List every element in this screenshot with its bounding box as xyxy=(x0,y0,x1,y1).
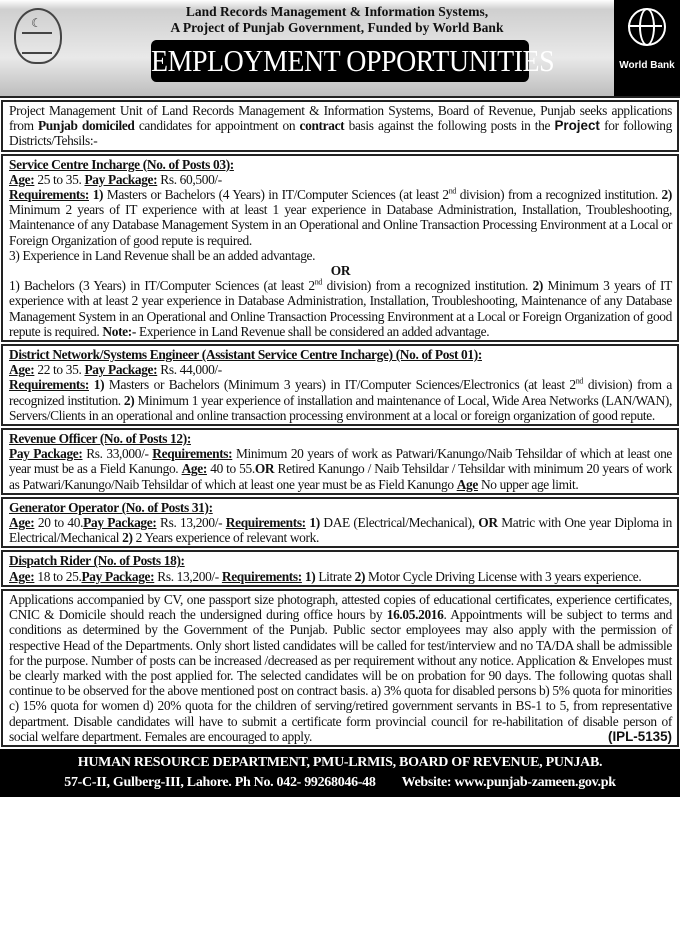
header-line-2: A Project of Punjab Government, Funded by World Bank xyxy=(170,20,504,35)
text-segment: Masters or Bachelors (Minimum 3 years) in IT/Computer Sciences/Electronics (at least 2 xyxy=(104,377,576,393)
text-segment: Experience in Land Revenue shall be considered an added advantage. xyxy=(136,323,490,339)
text-segment: Matric with One year Diploma in Electrical/Mechanical xyxy=(9,515,673,546)
post-title xyxy=(9,431,672,446)
intro-text xyxy=(9,103,672,149)
post-paragraph xyxy=(9,377,672,423)
post-paragraph xyxy=(9,172,672,187)
text-segment: 20 to 40. xyxy=(34,515,84,531)
post-title xyxy=(9,157,672,172)
field-label: Pay Package: xyxy=(81,568,155,584)
applications-section xyxy=(1,589,679,747)
footer xyxy=(0,749,680,797)
text-segment: nd xyxy=(448,186,457,196)
page-title: EMPLOYMENT OPPORTUNITIES xyxy=(151,40,529,82)
bold-text: OR xyxy=(478,515,498,531)
text-segment: Rs. 13,200/- xyxy=(156,515,226,531)
post-paragraph xyxy=(9,515,672,545)
text-segment: division) from a recognized institution. xyxy=(456,187,662,203)
post-paragraph xyxy=(9,278,672,339)
text-segment: basis against the following posts in the xyxy=(344,118,555,134)
text-segment: candidates for appointment on xyxy=(134,118,300,134)
footer-department: HUMAN RESOURCE DEPARTMENT, PMU-LRMIS, BOARD OF REVENUE, PUNJAB. xyxy=(77,754,603,770)
post-paragraph xyxy=(9,446,672,492)
bold-text: Note:- xyxy=(102,323,136,339)
text-segment: Minimum 20 years of work as Patwari/Kanungo/Naib Tehsildar of which at least one year must be as a Field Kanungo. xyxy=(9,446,673,477)
field-label: Revenue Officer (No. of Posts 12): xyxy=(9,431,191,447)
header-subtitle xyxy=(70,4,604,36)
text-segment: Litrate xyxy=(315,568,355,584)
field-label: Requirements: xyxy=(221,568,302,584)
text-segment: Motor Cycle Driving License with 3 years experience. xyxy=(365,568,642,584)
field-label: Dispatch Rider (No. of Posts 18): xyxy=(9,553,185,569)
applications-text xyxy=(9,592,672,744)
text-segment: 22 to 35. xyxy=(34,362,85,378)
footer-address: 57-C-II, Gulberg-III, Lahore. Ph No. 042- 99268046-48 xyxy=(64,774,376,790)
header-line-1: Land Records Management & Information Systems, xyxy=(185,4,489,19)
post-service-centre-incharge xyxy=(1,154,679,342)
bold-text: Punjab domiciled xyxy=(37,118,135,134)
text-segment: 3) Experience in Land Revenue shall be an added advantage. xyxy=(9,247,316,263)
text-segment: Rs. 33,000/- xyxy=(82,446,153,462)
field-label: Pay Package: xyxy=(84,362,158,378)
field-label: Age: xyxy=(9,171,35,187)
text-segment: No upper age limit. xyxy=(477,476,579,492)
post-paragraph xyxy=(9,569,672,584)
text-segment: nd xyxy=(575,376,584,386)
post-district-network-systems-engineer xyxy=(1,344,679,426)
field-label: Pay Package: xyxy=(83,515,157,531)
text-segment: Project xyxy=(554,118,600,134)
text-segment: Project Management Unit of Land Records Management & Information Systems, Board of Revenue, Punjab seeks applications from xyxy=(9,103,672,134)
text-segment: Rs. 44,000/- xyxy=(157,362,222,378)
field-label: Requirements: xyxy=(152,446,233,462)
field-label: Age: xyxy=(9,515,35,531)
field-label: Service Centre Incharge (No. of Posts 03): xyxy=(9,156,234,172)
field-label: Age: xyxy=(9,568,35,584)
field-label: Age: xyxy=(9,362,35,378)
text-segment: division) from a recognized institution. xyxy=(322,278,533,294)
bold-text: 16.05.2016 xyxy=(386,607,444,623)
bold-text: 1) xyxy=(92,187,104,203)
world-bank-logo xyxy=(614,0,680,96)
post-title xyxy=(9,500,672,515)
text-segment: OR xyxy=(330,263,351,279)
post-paragraph xyxy=(9,362,672,377)
intro-section xyxy=(1,100,679,152)
bold-text: contract xyxy=(299,118,345,134)
field-label: Requirements: xyxy=(225,515,306,531)
text-segment: 2 Years experience of relevant work. xyxy=(132,530,319,546)
text-segment: . Appointments will be subject to terms and conditions as determined by the Government of the Punjab. Public sector employees may also apply with the permission of respective Head of the Departments. Only short listed candidates will be called for test/interview and no TA/DA shall be admissible for the purpose. Number of posts can be increased /decreased as per requirement without any notice. Application & Envelopes must be clearly marked with the post applied for. The selected candidates will be on probation for 90 days. The following quotas shall continue to be observed for the above mentioned post on contract basis. a) 3% quota for disabled persons b) 5% quota for minorities c) 15% quota for women d) 20% quota for the children of serving/retired government servants in BS-1 to 5, from representative department. Disable candidates will have to submit a certificate form provincial council for re-habilitation of disable person of social welfare department. Females are encouraged to apply. xyxy=(9,607,672,744)
bold-text: 2) xyxy=(354,568,366,584)
field-label: Pay Package: xyxy=(9,446,83,462)
field-label: Generator Operator (No. of Posts 31): xyxy=(9,499,213,515)
post-title xyxy=(9,553,672,568)
bold-text: 1) xyxy=(93,377,105,393)
text-segment: Masters or Bachelors (4 Years) in IT/Computer Sciences (at least 2 xyxy=(103,187,449,203)
post-paragraph xyxy=(9,248,672,263)
text-segment: 40 to 55. xyxy=(206,461,255,477)
footer-website: Website: www.punjab-zameen.gov.pk xyxy=(401,774,616,790)
bold-text: 1) xyxy=(304,568,316,584)
post-paragraph xyxy=(9,187,672,248)
text-segment: for following Districts/Tehsils:- xyxy=(9,118,672,149)
bold-text: 2) xyxy=(122,530,133,546)
post-dispatch-rider xyxy=(1,550,679,586)
bold-text: 1) xyxy=(309,515,320,531)
text-segment: Retired Kanungo / Naib Tehsildar / Tehsildar with minimum 20 years of work as Patwari/Kanungo/Naib Tehsildar of which at least one year must be as Field Kanungo xyxy=(9,461,673,492)
text-segment: division) from a recognized institution. xyxy=(9,377,672,408)
text-segment: 25 to 35. xyxy=(34,171,85,187)
text-segment: Rs. 13,200/- xyxy=(154,568,222,584)
post-paragraph xyxy=(9,263,672,278)
post-revenue-officer xyxy=(1,428,679,495)
world-bank-label: World Bank xyxy=(619,60,675,71)
bold-text: OR xyxy=(254,461,275,477)
bold-text: 2) xyxy=(661,187,672,203)
field-label: District Network/Systems Engineer (Assistant Service Centre Incharge) (No. of Post 01): xyxy=(9,347,482,363)
text-segment: 1) Bachelors (3 Years) in IT/Computer Sciences (at least 2 xyxy=(9,278,315,294)
field-label: Age: xyxy=(181,461,207,477)
field-label: Age xyxy=(456,476,478,492)
text-segment: Rs. 60,500/- xyxy=(157,171,222,187)
field-label: Requirements: xyxy=(9,377,89,393)
punjab-emblem-icon: ☾ xyxy=(14,8,62,64)
text-segment: Minimum 2 years of IT experience with at least 1 year experience in Database Administration, Installation, Troubleshooting, Maintenance of any Database Management System in an Operational and Online Transaction Processing Environment at a Local or Foreign Organization of good repute is required. xyxy=(9,202,672,248)
field-label: Pay Package: xyxy=(84,171,158,187)
post-generator-operator xyxy=(1,497,679,549)
bold-text: 2) xyxy=(123,392,135,408)
globe-icon xyxy=(628,8,666,46)
text-segment: Minimum 1 year experience of installation and maintenance of Local, Wide Area Networks (LAN/WAN), Servers/Clients in an operational and online transaction processing environment at a local or foreign organization of good repute. xyxy=(9,392,672,423)
ad-code: (IPL-5135) xyxy=(608,728,672,744)
text-segment: DAE (Electrical/Mechanical), xyxy=(319,515,479,531)
text-segment: 18 to 25. xyxy=(34,568,82,584)
ad-header xyxy=(0,0,680,98)
text-segment: Applications accompanied by CV, one passport size photograph, attested copies of educational certificates, experience certificates, CNIC & Domicile should reach the undersigned during office hours by xyxy=(9,591,672,623)
bold-text: 2) xyxy=(532,278,544,294)
post-title xyxy=(9,347,672,362)
text-segment: nd xyxy=(314,277,323,287)
text-segment: Minimum 3 years of IT experience with at least 2 year experience in Database Administration, Installation, Troubleshooting, Maintenance of any Database Management System in an Operational and Online Transaction Processing Environment at a Local or Foreign Organization of good repute is required. xyxy=(9,278,672,339)
field-label: Requirements: xyxy=(9,187,89,203)
